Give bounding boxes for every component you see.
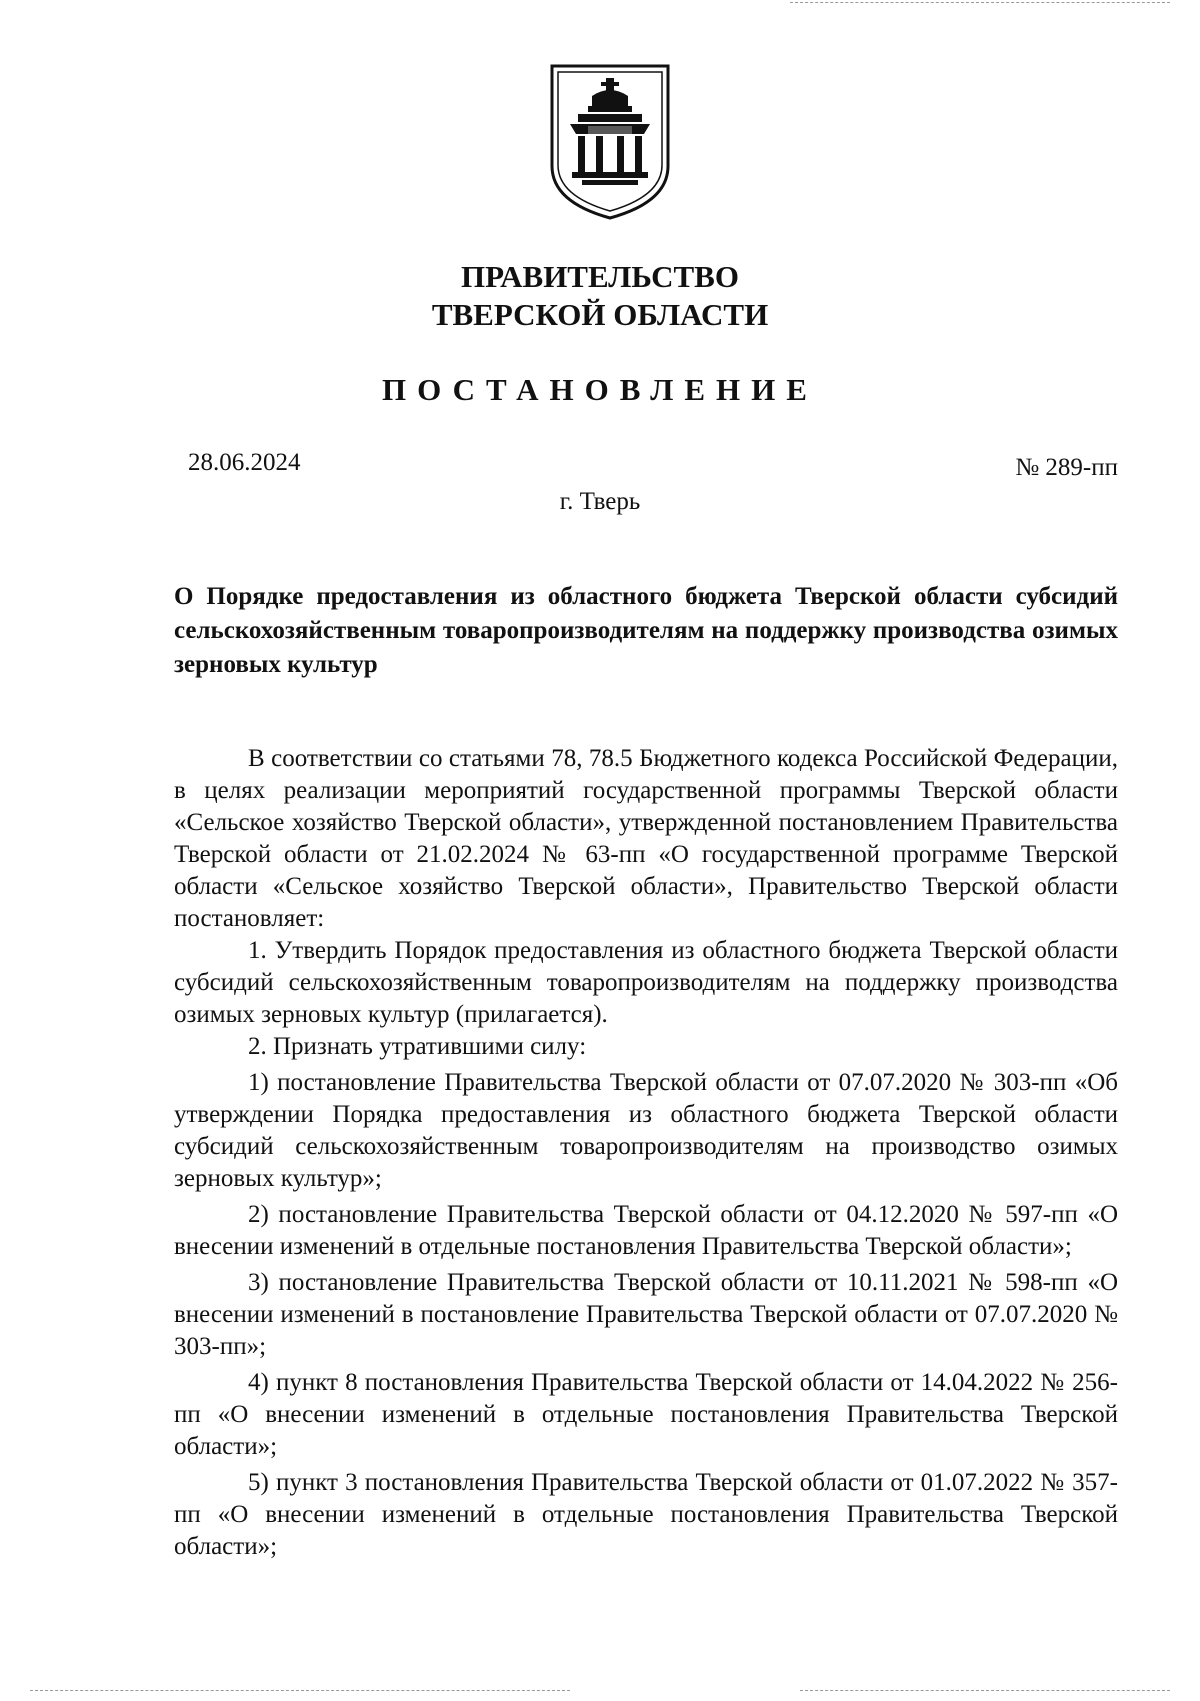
document-number: № 289-пп: [1015, 454, 1118, 481]
paragraph-subitem-5: 5) пункт 3 постановления Правительства Тверской области от 01.07.2022 № 357-пп «О внесении изменений в отдельные постановления Правительства Тверской области»;: [174, 1469, 1118, 1560]
paragraph-item-1: 1. Утвердить Порядок предоставления из областного бюджета Тверской области субсидий сельскохозяйственным товаропроизводителям на поддержку производства озимых зерновых культур (прилагается).: [174, 937, 1118, 1028]
paragraph-item-2: 2. Признать утратившими силу:: [248, 1033, 587, 1060]
paragraph-subitem-2: 2) постановление Правительства Тверской области от 04.12.2020 № 597-пп «О внесении изменений в отдельные постановления Правительства Тверской области»;: [174, 1201, 1118, 1260]
document-type: ПОСТАНОВЛЕНИЕ: [382, 372, 818, 407]
document-body: [174, 743, 1118, 1563]
paragraph-preamble: В соответствии со статьями 78, 78.5 Бюджетного кодекса Российской Федерации, в целях реализации мероприятий государственной программы Тверской области «Сельское хозяйство Тверской области», утвержденной постановлением Правительства Тверской области от 21.02.2024 № 63-пп «О государственной программе Тверской области «Сельское хозяйство Тверской области», Правительство Тверской области постановляет:: [174, 745, 1118, 932]
government-title-line2: ТВЕРСКОЙ ОБЛАСТИ: [431, 297, 769, 332]
paragraph-subitem-1: 1) постановление Правительства Тверской области от 07.07.2020 № 303-пп «Об утверждении Порядка предоставления из областного бюджета Тверской области субсидий сельскохозяйственным товаропроизводителям на производство озимых зерновых культур»;: [174, 1069, 1118, 1192]
government-title-line1: ПРАВИТЕЛЬСТВО: [461, 259, 739, 294]
paragraph-subitem-3: 3) постановление Правительства Тверской области от 10.11.2021 № 598-пп «О внесении изменений в постановление Правительства Тверской области от 07.07.2020 № 303-пп»;: [174, 1269, 1118, 1360]
document-date: 28.06.2024: [188, 449, 301, 476]
scan-artifact-line: [30, 1690, 570, 1691]
scan-artifact-line: [800, 1690, 1170, 1691]
paragraph-subitem-4: 4) пункт 8 постановления Правительства Тверской области от 14.04.2022 № 256-пп «О внесении изменений в отдельные постановления Правительства Тверской области»;: [174, 1369, 1118, 1460]
government-title: [0, 258, 1200, 334]
document-city: г. Тверь: [559, 488, 641, 515]
document-heading: О Порядке предоставления из областного бюджета Тверской области субсидий сельскохозяйственным товаропроизводителям на поддержку производства озимых зерновых культур: [174, 583, 1118, 678]
scan-artifact-line: [790, 2, 1170, 3]
tver-coat-of-arms-icon: [548, 62, 672, 222]
